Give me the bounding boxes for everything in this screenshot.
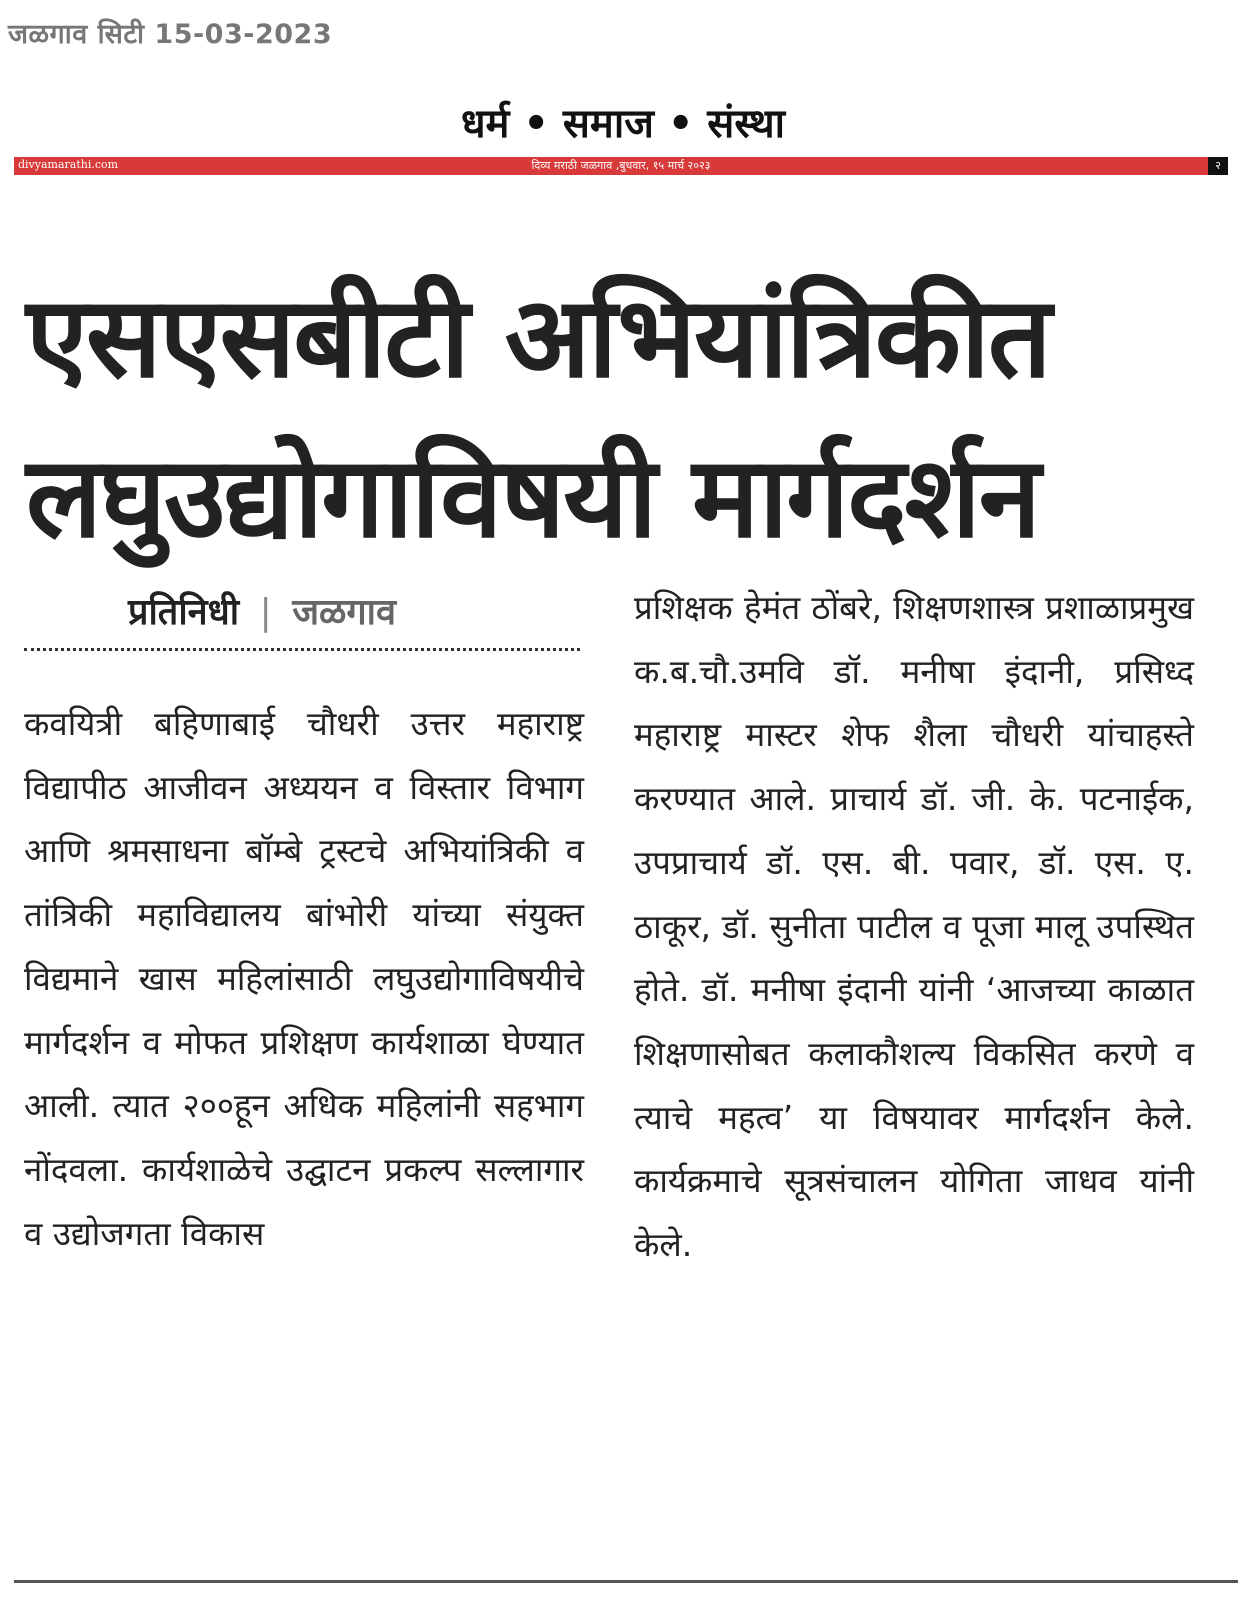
article-column-right [634,576,1194,1277]
article-column-left [24,692,584,1265]
headline-line-1: एसएसबीटी अभियांत्रिकीत [26,273,1050,403]
site-url: divyamarathi.com [18,158,119,171]
bottom-rule [14,1580,1238,1583]
byline [128,586,396,635]
article-text-right: प्रशिक्षक हेमंत ठोंबरे, शिक्षणशास्त्र प्रशाळाप्रमुख क.ब.चौ.उमवि डॉ. मनीषा इंदानी, प्रसिध्द महाराष्ट्र मास्टर शेफ शैला चौधरी यांचाहस्ते करण्यात आले. प्राचार्य डॉ. जी. के. पटनाईक, उपप्राचार्य डॉ. एस. बी. पवार, डॉ. एस. ए. ठाकूर, डॉ. सुनीता पाटील व पूजा मालू उपस्थित होते. डॉ. मनीषा इंदानी यांनी ‘आजच्या काळात शिक्षणासोबत कलाकौशल्य विकसित करणे व त्याचे महत्व’ या विषयावर मार्गदर्शन केले. कार्यक्रमाचे सूत्रसंचालन योगिता जाधव यांनी केले. [634,588,1194,1265]
article-text-left: कवयित्री बहिणाबाई चौधरी उत्तर महाराष्ट्र विद्यापीठ आजीवन अध्ययन व विस्तार विभाग आणि श्रमसाधना बॉम्बे ट्रस्टचे अभियांत्रिकी व तांत्रिकी महाविद्यालय बांभोरी यांच्या संयुक्त विद्यमाने खास महिलांसाठी लघुउद्योगाविषयीचे मार्गदर्शन व मोफत प्रशिक्षण कार्यशाळा घेण्यात आली. त्यात २००हून अधिक महिलांनी सहभाग नोंदवला. कार्यशाळेचे उद्घाटन प्रकल्प सल्लागार व उद्योजगता विकास [24,704,584,1253]
article-headline [26,258,1206,578]
byline-author: प्रतिनिधी [128,592,240,633]
page-number: २ [1208,157,1228,175]
byline-separator: | [259,592,272,633]
headline-line-2: लघुउद्योगाविषयी मार्गदर्शन [26,433,1039,563]
page-dateline: दिव्य मराठी जळगाव ,बुधवार, १५ मार्च २०२३ [531,159,711,172]
edition-date-header: जळगाव सिटी 15-03-2023 [8,19,333,50]
dotted-divider [24,648,580,651]
byline-place: जळगाव [292,592,397,633]
section-title: धर्म • समाज • संस्था [460,101,786,147]
page-header-band [14,157,1228,175]
